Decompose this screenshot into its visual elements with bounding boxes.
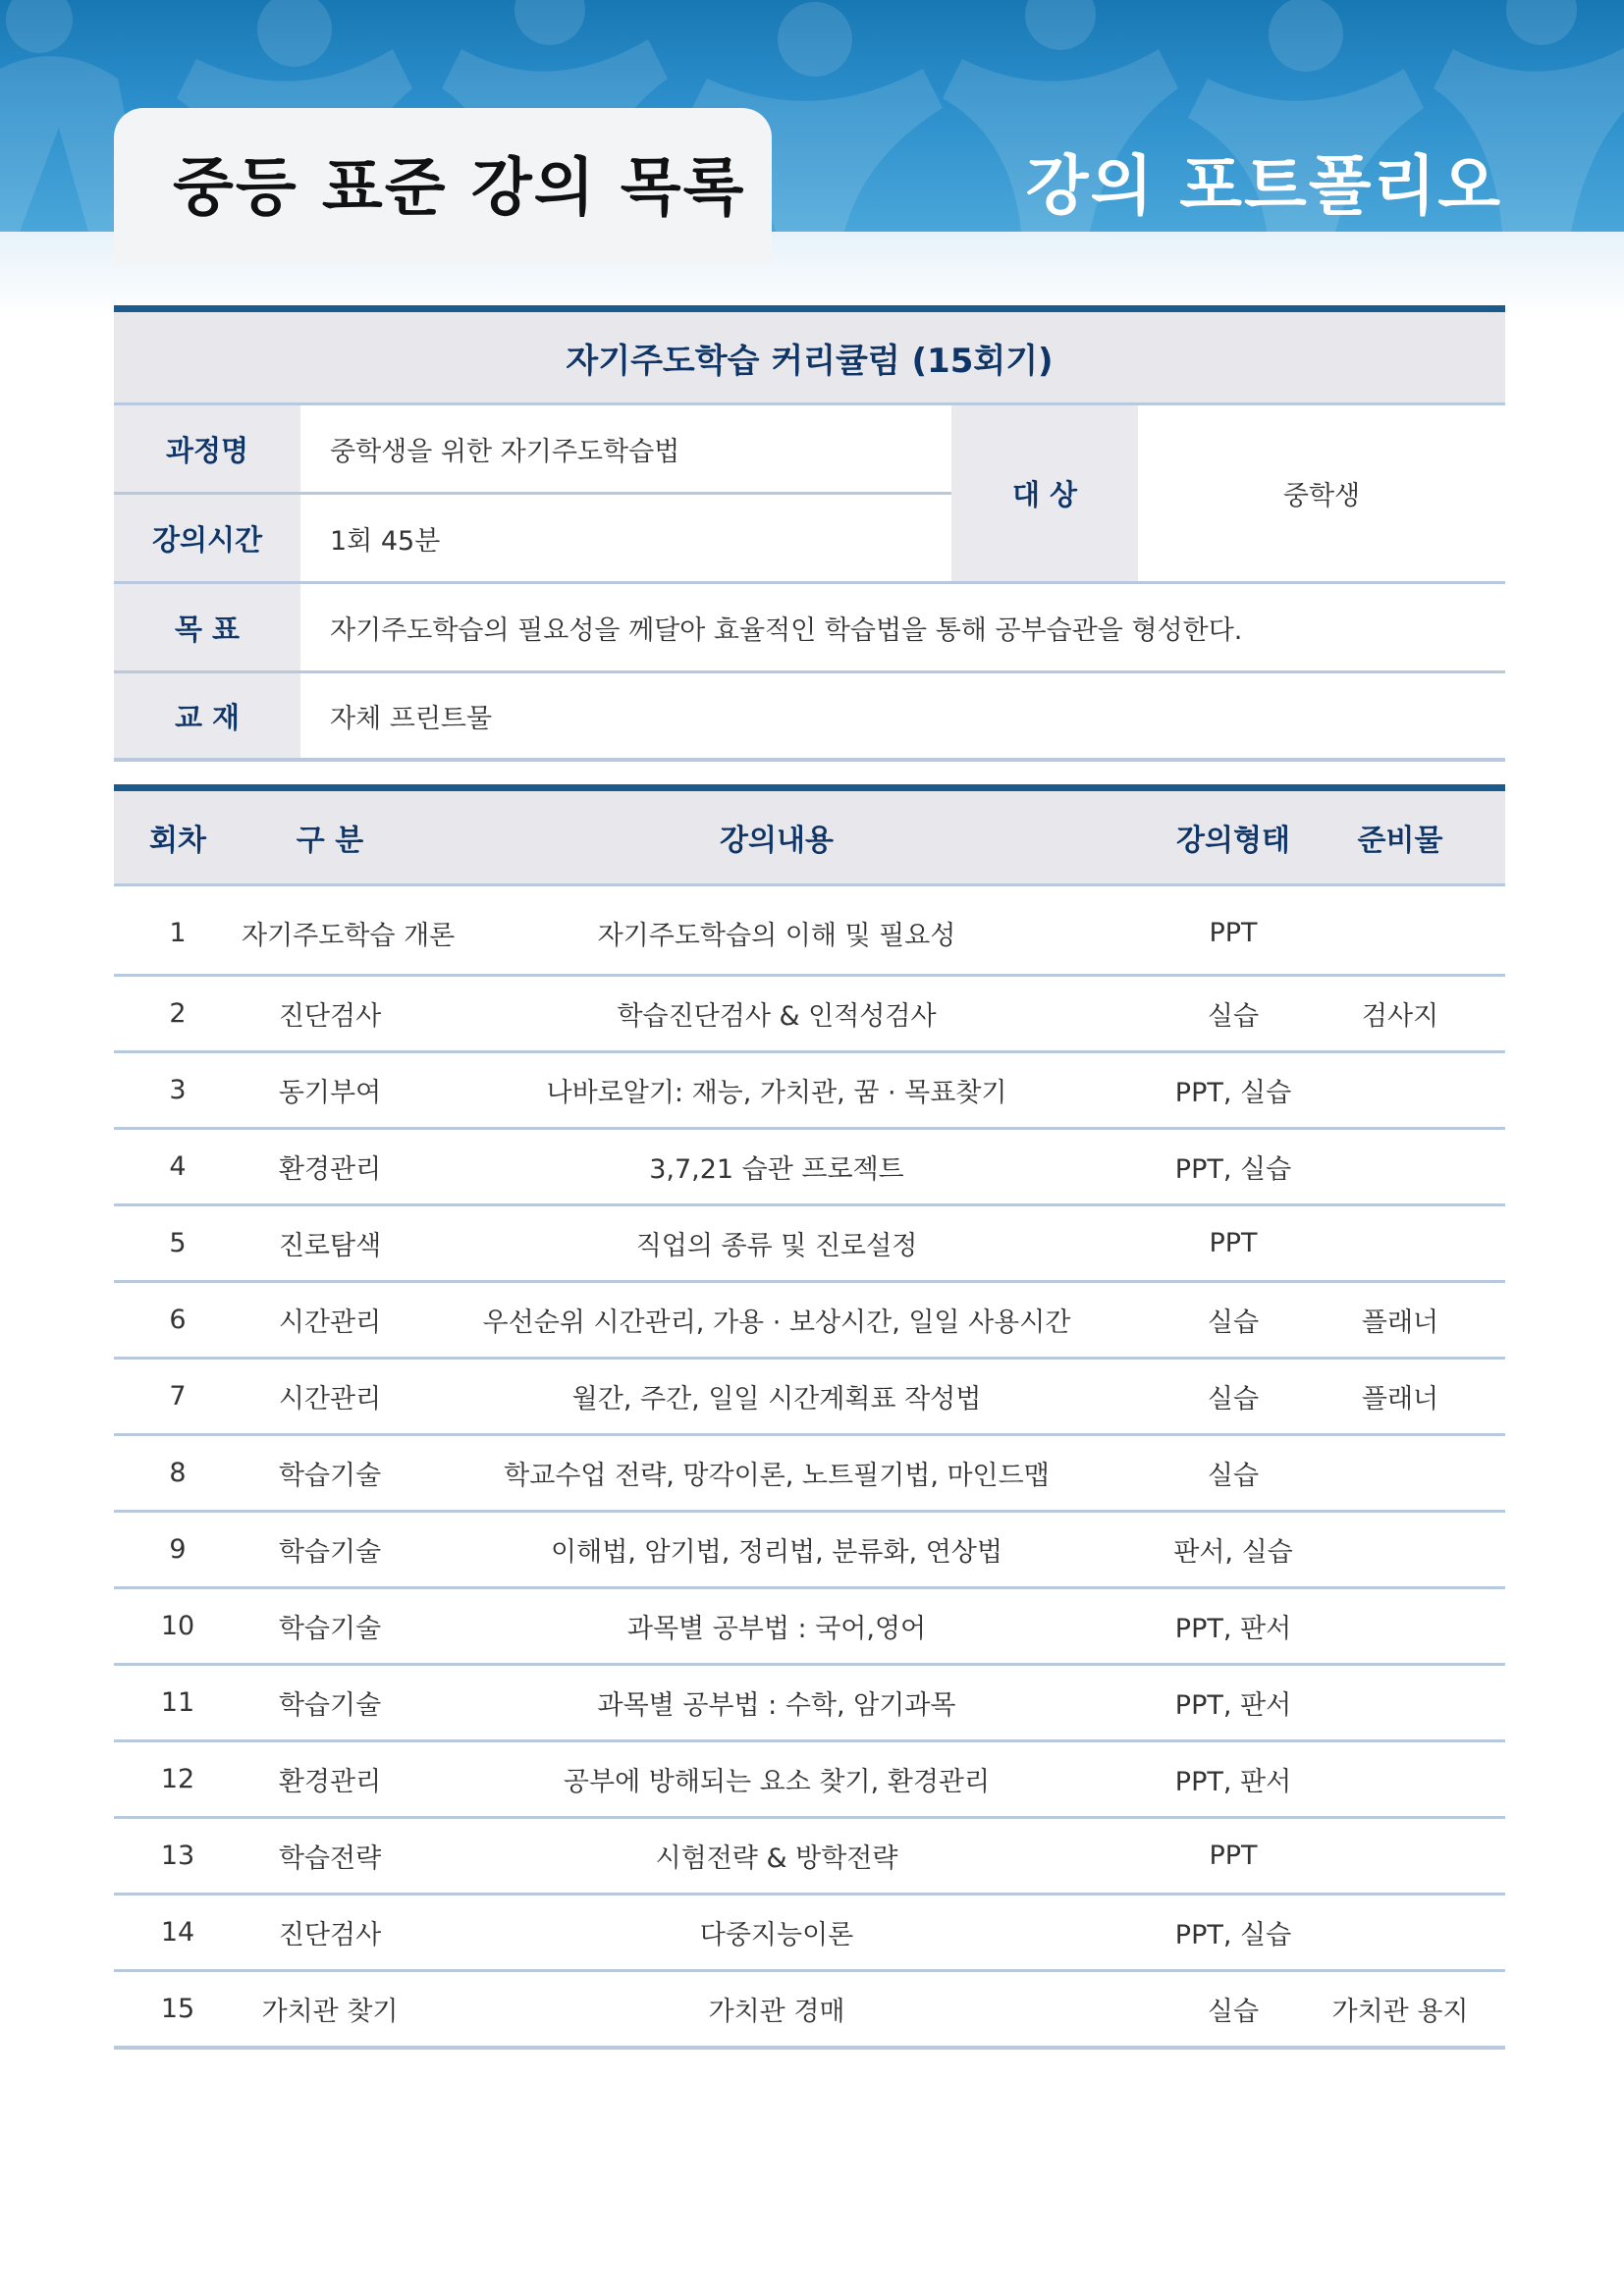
category-cell: 진단검사 [278, 1001, 382, 1032]
category-cell: 학습전략 [278, 1843, 382, 1874]
format-cell: PPT [1209, 1228, 1258, 1258]
table-row [114, 1896, 1505, 1972]
table-row [114, 1742, 1505, 1819]
target-label: 대 상 [951, 405, 1138, 581]
course-name-row [114, 405, 951, 495]
table-row [114, 1130, 1505, 1206]
session-number: 8 [169, 1458, 187, 1488]
table-row [114, 1053, 1505, 1130]
table-row [114, 1589, 1505, 1666]
session-number: 14 [160, 1917, 195, 1948]
session-number: 15 [160, 1994, 195, 2024]
table-row [114, 977, 1505, 1053]
content-cell: 학교수업 전략, 망각이론, 노트필기법, 마인드맵 [504, 1461, 1050, 1491]
content-cell: 우선순위 시간관리, 가용 · 보상시간, 일일 사용시간 [482, 1308, 1071, 1338]
material-value: 자체 프린트물 [300, 673, 1505, 758]
header-session: 회차 [149, 824, 206, 858]
portfolio-title: 강의 포트폴리오 [1025, 148, 1502, 224]
goal-label: 목 표 [114, 584, 300, 670]
format-cell: PPT [1209, 1841, 1258, 1871]
category-cell: 학습기술 [278, 1690, 382, 1721]
title-tab [114, 108, 772, 265]
session-number: 1 [169, 918, 187, 948]
session-number: 3 [169, 1075, 187, 1105]
prep-cell: 플래너 [1361, 1308, 1439, 1338]
prep-cell: 검사지 [1361, 1001, 1439, 1032]
content-cell: 가치관 경매 [708, 1997, 845, 2027]
prep-cell: 플래너 [1361, 1384, 1439, 1415]
info-bottom-rule [114, 758, 1505, 762]
header-content: 강의내용 [720, 824, 834, 858]
session-number: 7 [169, 1381, 187, 1412]
material-label: 교 재 [114, 673, 300, 758]
course-name-label: 과정명 [114, 405, 300, 492]
goal-value: 자기주도학습의 필요성을 께달아 효율적인 학습법을 통해 공부습관을 형성한다. [300, 584, 1505, 670]
category-cell: 학습기술 [278, 1537, 382, 1568]
content-cell: 자기주도학습의 이해 및 필요성 [597, 921, 956, 951]
lecture-time-value: 1회 45분 [300, 495, 951, 581]
content-cell: 이해법, 암기법, 정리법, 분류화, 연상법 [551, 1537, 1002, 1568]
header-prep: 준비물 [1357, 824, 1443, 858]
table-row [114, 1206, 1505, 1283]
category-cell: 환경관리 [278, 1154, 382, 1185]
schedule-bottom-rule [114, 2046, 1505, 2050]
course-heading: 자기주도학습 커리큘럼 (15회기) [114, 312, 1505, 405]
schedule-header-row [114, 791, 1505, 886]
format-cell: 실습 [1207, 1997, 1260, 2027]
format-cell: 실습 [1207, 1384, 1260, 1415]
format-cell: PPT, 실습 [1174, 1920, 1292, 1950]
format-cell: 실습 [1207, 1001, 1260, 1032]
course-name-value: 중학생을 위한 자기주도학습법 [300, 405, 951, 492]
table-row [114, 1513, 1505, 1589]
category-cell: 학습기술 [278, 1461, 382, 1491]
course-name-time-target-block [114, 405, 1505, 584]
format-cell: PPT, 실습 [1174, 1154, 1292, 1185]
format-cell: PPT, 판서 [1174, 1690, 1292, 1721]
category-cell: 진단검사 [278, 1920, 382, 1950]
content-cell: 과목별 공부법 : 수학, 암기과목 [597, 1690, 956, 1721]
table-row [114, 1360, 1505, 1436]
category-cell: 학습기술 [278, 1614, 382, 1644]
table-row [114, 1283, 1505, 1360]
material-row [114, 673, 1505, 758]
format-cell: PPT, 판서 [1174, 1767, 1292, 1797]
lecture-time-row [114, 495, 951, 581]
session-number: 2 [169, 998, 187, 1029]
category-cell: 가치관 찾기 [261, 1997, 399, 2027]
category-cell: 시간관리 [278, 1384, 382, 1415]
session-number: 12 [160, 1764, 195, 1794]
content-cell: 공부에 방해되는 요소 찾기, 환경관리 [563, 1767, 991, 1797]
content-cell: 과목별 공부법 : 국어,영어 [626, 1614, 927, 1644]
prep-cell: 가치관 용지 [1331, 1997, 1469, 2027]
content-cell: 3,7,21 습관 프로젝트 [649, 1154, 904, 1185]
schedule-table [114, 784, 1505, 2050]
header-format: 강의형태 [1176, 824, 1290, 858]
format-cell: PPT, 실습 [1174, 1078, 1292, 1108]
format-cell: 실습 [1207, 1308, 1260, 1338]
format-cell: PPT, 판서 [1174, 1614, 1292, 1644]
session-number: 10 [160, 1611, 195, 1641]
table-row [114, 1666, 1505, 1742]
category-cell: 시간관리 [278, 1308, 382, 1338]
content-cell: 학습진단검사 & 인적성검사 [617, 1001, 937, 1032]
content-cell: 시험전략 & 방학전략 [655, 1843, 898, 1874]
format-cell: 판서, 실습 [1173, 1537, 1293, 1568]
table-row [114, 886, 1505, 977]
content-cell: 직업의 종류 및 진로설정 [635, 1231, 918, 1261]
schedule-body [114, 886, 1505, 2046]
content-cell: 나바로알기: 재능, 가치관, 꿈 · 목표찾기 [546, 1078, 1007, 1108]
goal-row [114, 584, 1505, 673]
table-row [114, 1819, 1505, 1896]
session-number: 13 [160, 1841, 195, 1871]
header-category: 구 분 [296, 824, 364, 858]
category-cell: 자기주도학습 개론 [242, 921, 456, 951]
course-info-table [114, 305, 1505, 762]
session-number: 11 [160, 1687, 195, 1718]
table-row [114, 1972, 1505, 2046]
page-title: 중등 표준 강의 목록 [173, 152, 746, 225]
format-cell: PPT [1209, 918, 1258, 948]
table-row [114, 1436, 1505, 1513]
lecture-time-label: 강의시간 [114, 495, 300, 581]
session-number: 4 [169, 1151, 187, 1182]
content-cell: 다중지능이론 [699, 1920, 854, 1950]
category-cell: 환경관리 [278, 1767, 382, 1797]
target-value: 중학생 [1282, 481, 1361, 511]
content-cell: 월간, 주간, 일일 시간계획표 작성법 [571, 1384, 982, 1415]
category-cell: 진로탐색 [278, 1231, 382, 1261]
session-number: 9 [169, 1534, 187, 1565]
format-cell: 실습 [1207, 1461, 1260, 1491]
category-cell: 동기부여 [278, 1078, 382, 1108]
session-number: 6 [169, 1305, 187, 1335]
session-number: 5 [169, 1228, 187, 1258]
